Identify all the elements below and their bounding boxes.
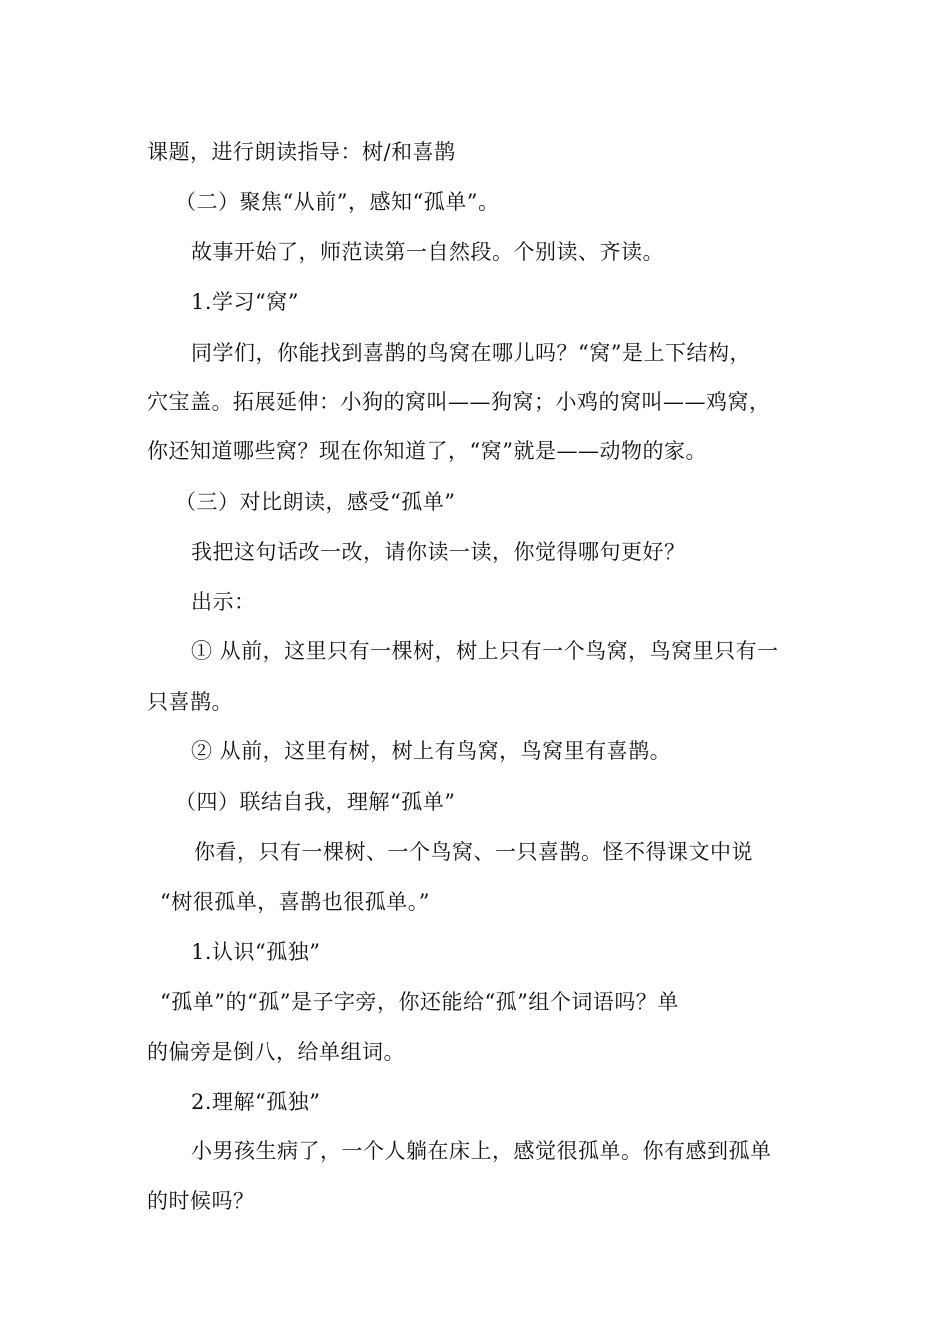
text-line-15: 你看，只有一棵树、一个鸟窝、一只喜鹊。怪不得课文中说 [194, 840, 753, 864]
text-line-18: “孤单”的“孤”是子字旁，你还能给“孤”组个词语吗？单 [160, 990, 679, 1014]
text-line-7: 你还知道哪些窝？现在你知道了，“窝”就是——动物的家。 [147, 439, 707, 463]
text-line-22: 的时候吗？ [147, 1189, 255, 1213]
subheading-2: 1.认识“孤独” [191, 940, 321, 964]
text-line-9: 我把这句话改一改，请你读一读，你觉得哪句更好？ [191, 540, 686, 564]
text-line-21: 小男孩生病了，一个人躺在床上，感觉很孤单。你有感到孤单 [191, 1139, 772, 1163]
section-heading-4: （四）联结自我，理解“孤单” [175, 790, 456, 814]
text-line-19: 的偏旁是倒八，给单组词。 [147, 1040, 405, 1064]
text-line-3: 故事开始了，师范读第一自然段。个别读、齐读。 [191, 240, 664, 264]
section-heading-3: （三）对比朗读，感受“孤单” [175, 490, 456, 514]
text-line-12: 只喜鹊。 [147, 690, 233, 714]
text-line-16: “树很孤单，喜鹊也很孤单。” [160, 890, 430, 914]
section-heading-2: （二）聚焦“从前”，感知“孤单”。 [175, 190, 500, 214]
text-line-6: 穴宝盖。拓展延伸：小狗的窝叫——狗窝；小鸡的窝叫——鸡窝， [147, 390, 771, 414]
text-line-11: ① 从前，这里只有一棵树，树上只有一个鸟窝，鸟窝里只有一 [191, 639, 779, 663]
text-line-13: ② 从前，这里有树，树上有鸟窝，鸟窝里有喜鹊。 [191, 739, 672, 763]
text-line-10: 出示： [191, 590, 256, 614]
subheading-1: 1.学习“窝” [191, 290, 300, 314]
text-line-5: 同学们，你能找到喜鹊的鸟窝在哪儿吗？“窝”是上下结构， [191, 341, 751, 365]
subheading-3: 2.理解“孤独” [191, 1090, 321, 1114]
text-line-1: 课题，进行朗读指导：树/和喜鹊 [147, 140, 456, 164]
